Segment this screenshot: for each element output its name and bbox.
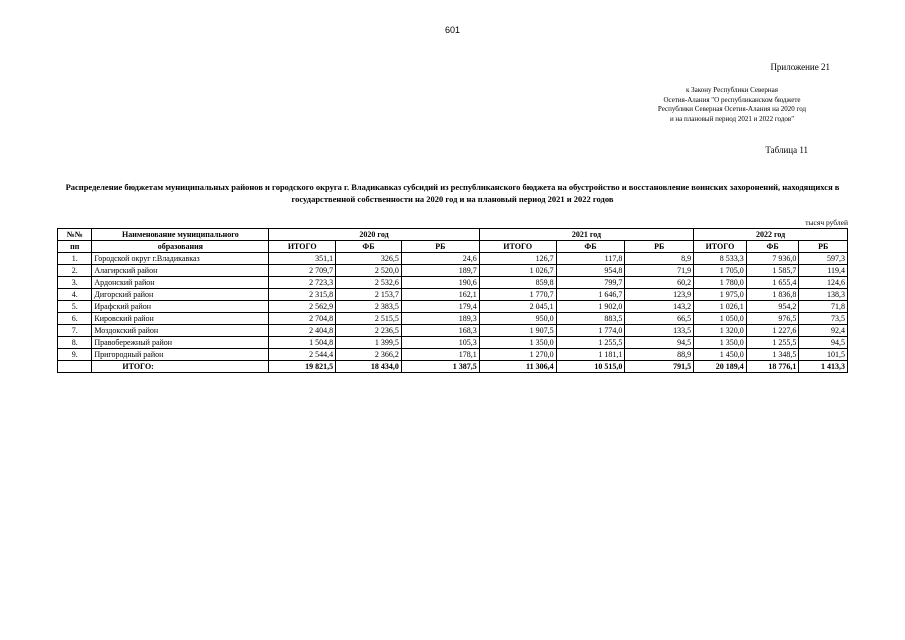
- value-cell: 1 774,0: [556, 325, 625, 337]
- row-number: 4.: [58, 289, 92, 301]
- table-row: [58, 325, 848, 337]
- value-cell: 883,5: [556, 313, 625, 325]
- total-value-cell: 1 413,3: [799, 361, 848, 373]
- value-cell: 2 709,7: [269, 265, 336, 277]
- sub-header: ИТОГО: [694, 241, 747, 253]
- value-cell: 92,4: [799, 325, 848, 337]
- value-cell: 178,1: [401, 349, 479, 361]
- value-cell: 162,1: [401, 289, 479, 301]
- value-cell: 190,6: [401, 277, 479, 289]
- law-line: к Закону Республики Северная: [686, 86, 778, 94]
- sub-header: РБ: [625, 241, 694, 253]
- value-cell: 7 936,0: [746, 253, 799, 265]
- value-cell: 1 646,7: [556, 289, 625, 301]
- value-cell: 1 255,5: [556, 337, 625, 349]
- value-cell: 66,5: [625, 313, 694, 325]
- value-cell: 954,2: [746, 301, 799, 313]
- units-label: тысяч рублей: [805, 218, 848, 227]
- total-value-cell: 1 387,5: [401, 361, 479, 373]
- value-cell: 119,4: [799, 265, 848, 277]
- value-cell: 189,7: [401, 265, 479, 277]
- value-cell: 1 026,7: [479, 265, 556, 277]
- total-value-cell: 791,5: [625, 361, 694, 373]
- value-cell: 123,9: [625, 289, 694, 301]
- value-cell: 8 533,3: [694, 253, 747, 265]
- municipality-name: Моздокский район: [92, 325, 269, 337]
- total-value-cell: 20 189,4: [694, 361, 747, 373]
- value-cell: 88,9: [625, 349, 694, 361]
- value-cell: 1 227,6: [746, 325, 799, 337]
- value-cell: 8,9: [625, 253, 694, 265]
- value-cell: 1 770,7: [479, 289, 556, 301]
- table-row: [58, 349, 848, 361]
- value-cell: 1 585,7: [746, 265, 799, 277]
- value-cell: 1 705,0: [694, 265, 747, 277]
- table-label: Таблица 11: [765, 145, 808, 155]
- value-cell: 1 050,0: [694, 313, 747, 325]
- table-row: [58, 253, 848, 265]
- year-2020-header: 2020 год: [269, 229, 479, 241]
- value-cell: 2 045,1: [479, 301, 556, 313]
- value-cell: 1 255,5: [746, 337, 799, 349]
- value-cell: 189,3: [401, 313, 479, 325]
- row-number: 7.: [58, 325, 92, 337]
- sub-header: ФБ: [746, 241, 799, 253]
- total-value-cell: 18 434,0: [336, 361, 402, 373]
- year-2021-header: 2021 год: [479, 229, 693, 241]
- municipality-name: Городской округ г.Владикавказ: [92, 253, 269, 265]
- value-cell: 2 520,0: [336, 265, 402, 277]
- value-cell: 2 366,2: [336, 349, 402, 361]
- sub-header: ФБ: [556, 241, 625, 253]
- law-line: Осетия-Алания "О республиканском бюджете: [663, 95, 801, 104]
- row-number: 8.: [58, 337, 92, 349]
- row-number: 5.: [58, 301, 92, 313]
- value-cell: 2 236,5: [336, 325, 402, 337]
- value-cell: 1 975,0: [694, 289, 747, 301]
- municipality-name: Ирафский район: [92, 301, 269, 313]
- col-name-subheader: образования: [92, 241, 269, 253]
- value-cell: 1 780,0: [694, 277, 747, 289]
- total-row: [58, 361, 848, 373]
- year-2022-header: 2022 год: [694, 229, 848, 241]
- appendix-label: Приложение 21: [770, 62, 830, 72]
- value-cell: 2 404,8: [269, 325, 336, 337]
- table-row: [58, 289, 848, 301]
- value-cell: 1 350,0: [479, 337, 556, 349]
- value-cell: 126,7: [479, 253, 556, 265]
- value-cell: 954,8: [556, 265, 625, 277]
- value-cell: 138,3: [799, 289, 848, 301]
- col-num-subheader: пп: [58, 241, 92, 253]
- value-cell: 1 655,4: [746, 277, 799, 289]
- municipality-name: Алагирский район: [92, 265, 269, 277]
- value-cell: 1 836,8: [746, 289, 799, 301]
- value-cell: 597,3: [799, 253, 848, 265]
- total-value-cell: 11 306,4: [479, 361, 556, 373]
- sub-header: РБ: [401, 241, 479, 253]
- value-cell: 2 723,3: [269, 277, 336, 289]
- value-cell: 105,3: [401, 337, 479, 349]
- total-value-cell: 10 515,0: [556, 361, 625, 373]
- total-value-cell: 18 776,1: [746, 361, 799, 373]
- value-cell: 326,5: [336, 253, 402, 265]
- row-number: 1.: [58, 253, 92, 265]
- value-cell: 94,5: [625, 337, 694, 349]
- value-cell: 73,5: [799, 313, 848, 325]
- value-cell: 1 320,0: [694, 325, 747, 337]
- value-cell: 71,8: [799, 301, 848, 313]
- value-cell: 1 399,5: [336, 337, 402, 349]
- value-cell: 2 532,6: [336, 277, 402, 289]
- page-number: 601: [444, 25, 461, 35]
- value-cell: 71,9: [625, 265, 694, 277]
- total-empty-cell: [58, 361, 92, 373]
- row-number: 3.: [58, 277, 92, 289]
- value-cell: 859,8: [479, 277, 556, 289]
- municipality-name: Кировский район: [92, 313, 269, 325]
- value-cell: 117,8: [556, 253, 625, 265]
- municipality-name: Правобережный район: [92, 337, 269, 349]
- value-cell: 168,3: [401, 325, 479, 337]
- sub-header: ФБ: [336, 241, 402, 253]
- value-cell: 799,7: [556, 277, 625, 289]
- value-cell: 1 348,5: [746, 349, 799, 361]
- value-cell: 124,6: [799, 277, 848, 289]
- table-row: [58, 301, 848, 313]
- subsidy-table: [57, 228, 848, 373]
- row-number: 6.: [58, 313, 92, 325]
- sub-header: ИТОГО: [479, 241, 556, 253]
- total-value-cell: 19 821,5: [269, 361, 336, 373]
- value-cell: 24,6: [401, 253, 479, 265]
- value-cell: 1 450,0: [694, 349, 747, 361]
- municipality-name: Дигорский район: [92, 289, 269, 301]
- value-cell: 1 270,0: [479, 349, 556, 361]
- value-cell: 101,5: [799, 349, 848, 361]
- table-row: [58, 277, 848, 289]
- row-number: 2.: [58, 265, 92, 277]
- value-cell: 143,2: [625, 301, 694, 313]
- value-cell: 950,0: [479, 313, 556, 325]
- value-cell: 94,5: [799, 337, 848, 349]
- sub-header: РБ: [799, 241, 848, 253]
- value-cell: 1 350,0: [694, 337, 747, 349]
- table-row: [58, 313, 848, 325]
- value-cell: 2 704,8: [269, 313, 336, 325]
- value-cell: 1 907,5: [479, 325, 556, 337]
- row-number: 9.: [58, 349, 92, 361]
- value-cell: 60,2: [625, 277, 694, 289]
- value-cell: 1 026,1: [694, 301, 747, 313]
- value-cell: 2 562,9: [269, 301, 336, 313]
- document-title: Распределение бюджетам муниципальных районов и городского округа г. Владикавказ субсидий из республиканского бюджета на обустройство и восстановление воинских захоронений, находящихся в государственной собственности на 2020 год и на плановый период 2021 и 2022 годов: [65, 182, 840, 204]
- col-name-header: Наименование муниципального: [92, 229, 269, 241]
- table-row: [58, 265, 848, 277]
- value-cell: 133,5: [625, 325, 694, 337]
- municipality-name: Пригородный район: [92, 349, 269, 361]
- value-cell: 2 383,5: [336, 301, 402, 313]
- value-cell: 1 181,1: [556, 349, 625, 361]
- col-num-header: №№: [58, 229, 92, 241]
- value-cell: 2 515,5: [336, 313, 402, 325]
- value-cell: 2 315,8: [269, 289, 336, 301]
- table-row: [58, 337, 848, 349]
- law-reference: [627, 86, 837, 124]
- value-cell: 2 544,4: [269, 349, 336, 361]
- value-cell: 1 902,0: [556, 301, 625, 313]
- law-line: Республики Северная Осетия-Алания на 2020 год: [657, 105, 807, 113]
- law-line: и на плановый период 2021 и 2022 годов": [669, 114, 795, 123]
- value-cell: 2 153,7: [336, 289, 402, 301]
- municipality-name: Ардонский район: [92, 277, 269, 289]
- value-cell: 976,5: [746, 313, 799, 325]
- sub-header: ИТОГО: [269, 241, 336, 253]
- value-cell: 1 504,8: [269, 337, 336, 349]
- value-cell: 179,4: [401, 301, 479, 313]
- value-cell: 351,1: [269, 253, 336, 265]
- total-label: ИТОГО:: [92, 361, 269, 373]
